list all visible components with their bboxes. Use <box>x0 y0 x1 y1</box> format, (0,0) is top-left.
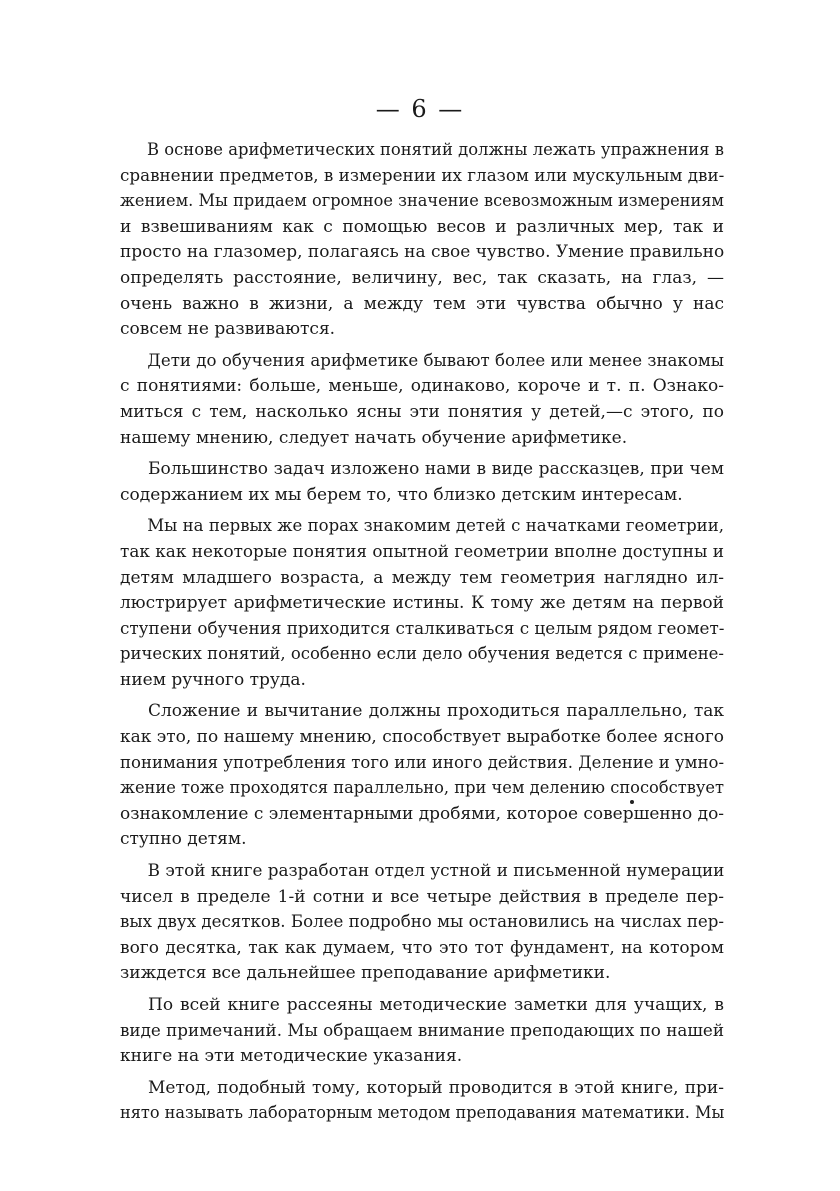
text-line: нашему мнению, следует начать обучение арифметике. <box>120 427 628 448</box>
text-line: понимания употребления того или иного действия. Деление и умно- <box>120 752 725 773</box>
text-line: люстрирует арифметические истины. К тому же детям на первой <box>120 593 724 614</box>
text-line: так как некоторые понятия опытной геометрии вполне доступны и <box>120 541 725 562</box>
text-line: Мы на первых же порах знакомим детей с начатками геометрии, <box>147 516 724 537</box>
text-line: нием ручного труда. <box>120 669 306 690</box>
paragraph-5 <box>120 699 724 853</box>
paragraph-2 <box>120 349 724 451</box>
text-line: жение тоже проходятся параллельно, при чем делению способствует <box>120 778 725 799</box>
text-line: Дети до обучения арифметике бывают более или менее знакомы <box>147 350 724 371</box>
text-line: В этой книге разработан отдел устной и письменной нумерации <box>147 861 725 882</box>
page-number: — 6 — <box>375 95 465 123</box>
text-line: совсем не развиваются. <box>120 319 336 340</box>
text-line: с понятиями: больше, меньше, одинаково, короче и т. п. Ознако- <box>120 376 724 397</box>
text-line: и взвешиваниям как с помощью весов и различных мер, так и <box>120 216 724 237</box>
text-line: просто на глазомер, полагаясь на свое чувство. Умение правильно <box>120 242 725 263</box>
paragraph-4 <box>120 514 724 693</box>
text-line: содержанием их мы берем то, что близко детским интересам. <box>120 484 683 505</box>
text-line: ступно детям. <box>120 829 247 850</box>
paragraph-7 <box>120 993 724 1070</box>
text-line: рических понятий, особенно если дело обучения ведется с примене- <box>120 644 724 665</box>
paragraph-8 <box>120 1076 724 1127</box>
text-line: Большинство задач изложено нами в виде рассказцев, при чем <box>148 459 724 480</box>
text-line: миться с тем, насколько ясны эти понятия у детей,—с этого, по <box>120 401 724 422</box>
text-line: чисел в пределе 1-й сотни и все четыре действия в пределе пер- <box>120 886 724 907</box>
text-line: как это, по нашему мнению, способствует выработке более ясного <box>120 727 724 748</box>
text-line: виде примечаний. Мы обращаем внимание преподающих по нашей <box>120 1020 725 1041</box>
text-line: По всей книге рассеяны методические заметки для учащих, в <box>148 995 724 1015</box>
paragraph-6 <box>120 859 724 987</box>
text-line: сравнении предметов, в измерении их глазом или мускульным дви- <box>120 165 725 186</box>
paragraph-3 <box>120 457 724 508</box>
text-line: Метод, подобный тому, который проводится в этой книге, при- <box>148 1077 724 1098</box>
text-line: ступени обучения приходится сталкиваться с целым рядом геомет- <box>120 618 725 639</box>
text-line: книге на эти методические указания. <box>120 1046 463 1067</box>
text-line: очень важно в жизни, а между тем эти чувства обычно у нас <box>120 293 724 314</box>
text-line: нято называть лабораторным методом преподавания математики. Мы <box>120 1103 725 1124</box>
text-line: зиждется все дальнейшее преподавание арифметики. <box>120 963 611 984</box>
text-line: детям младшего возраста, а между тем геометрия наглядно ил- <box>120 567 724 588</box>
paragraph-1 <box>120 138 724 343</box>
body-text <box>120 138 724 1133</box>
text-line: определять расстояние, величину, вес, так сказать, на глаз, — <box>120 267 724 288</box>
text-line: вых двух десятков. Более подробно мы остановились на числах пер- <box>120 912 725 933</box>
ink-speck <box>630 800 634 804</box>
text-line: жением. Мы придаем огромное значение всевозможным измерениям <box>120 191 725 212</box>
text-line: вого десятка, так как думаем, что это тот фундамент, на котором <box>120 937 724 958</box>
text-line: В основе арифметических понятий должны лежать упражнения в <box>146 140 724 160</box>
text-line: ознакомление с элементарными дробями, которое совершенно до- <box>120 803 725 824</box>
text-line: Сложение и вычитание должны проходиться параллельно, так <box>148 701 724 722</box>
